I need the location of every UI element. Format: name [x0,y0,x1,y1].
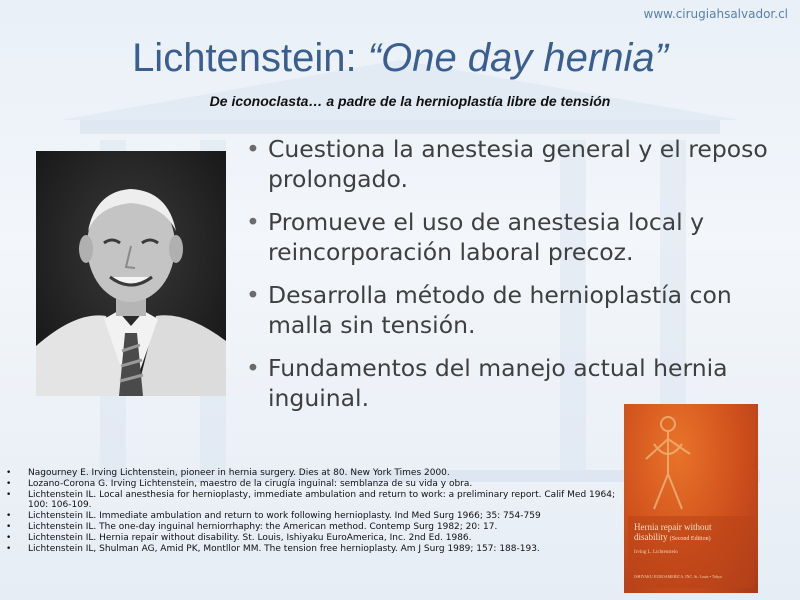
bullet-marker: • [6,479,12,489]
site-url[interactable]: www.cirugiahsalvador.cl [643,7,788,21]
bullet-item [244,280,784,340]
bullet-marker: • [246,354,260,382]
reference-item: • Nagourney E. Irving Lichtenstein, pioneer in hernia surgery. Dies at 80. New York Times 2000. [6,468,450,478]
bullet-marker: • [246,281,260,309]
bullet-marker: • [6,468,12,478]
book-cover-image [624,404,758,593]
anatomical-figure-illustration [624,404,758,593]
reference-item: • Lozano-Corona G. Irving Lichtenstein, maestro de la cirugía inguinal: semblanza de su vida y obra. [6,479,473,489]
bullet-marker: • [246,135,260,163]
bullet-text: Desarrolla método de hernioplastía con malla sin tensión. [268,281,732,339]
references-list [6,468,616,555]
book-author: Irving L. Lichtenstein [634,550,678,555]
bullet-marker: • [6,490,12,500]
reference-item: • Lichtenstein IL. The one-day inguinal herniorrhaphy: the American method. Contemp Surg 1982; 20: 17. [6,522,498,532]
reference-item: • Lichtenstein IL, Shulman AG, Amid PK, Montllor MM. The tension free hernioplasty. Am J Surg 1989; 157: 188-193. [6,544,540,554]
bullet-list [244,134,784,426]
bullet-text: Promueve el uso de anestesia local y reincorporación laboral precoz. [268,208,705,266]
bullet-marker: • [6,544,12,554]
bullet-item [244,134,784,194]
reference-item: • Lichtenstein IL. Hernia repair without disability. St. Louis, Ishiyaku EuroAmerica, Inc. 2nd Ed. 1986. [6,533,472,543]
bullet-marker: • [6,522,12,532]
reference-item: • Lichtenstein IL. Local anesthesia for hernioplasty, immediate ambulation and return to work: a preliminary report. Calif Med 1964; 100: 106-109. [6,490,615,510]
slide-subtitle: De iconoclasta… a padre de la hernioplastía libre de tensión [209,93,611,109]
portrait-photo [36,151,226,396]
bullet-marker: • [6,533,12,543]
bullet-text: Cuestiona la anestesia general y el reposo prolongado. [268,135,768,193]
slide-title [0,36,800,81]
reference-item: • Lichtenstein IL. Immediate ambulation and return to work following hernioplasty. Ind Med Surg 1966; 35: 754-759 [6,511,541,521]
title-name: Lichtenstein: [132,36,368,80]
title-quote: “One day hernia” [367,36,668,80]
bullet-marker: • [246,208,260,236]
book-title: Hernia repair without disability (Second Edition) [634,522,712,542]
bullet-text: Fundamentos del manejo actual hernia inguinal. [268,354,728,412]
book-publisher: ISHIYAKU EUROAMERICA, INC. St. Louis • Tokyo [634,574,723,579]
bullet-marker: • [6,511,12,521]
bullet-item [244,207,784,267]
